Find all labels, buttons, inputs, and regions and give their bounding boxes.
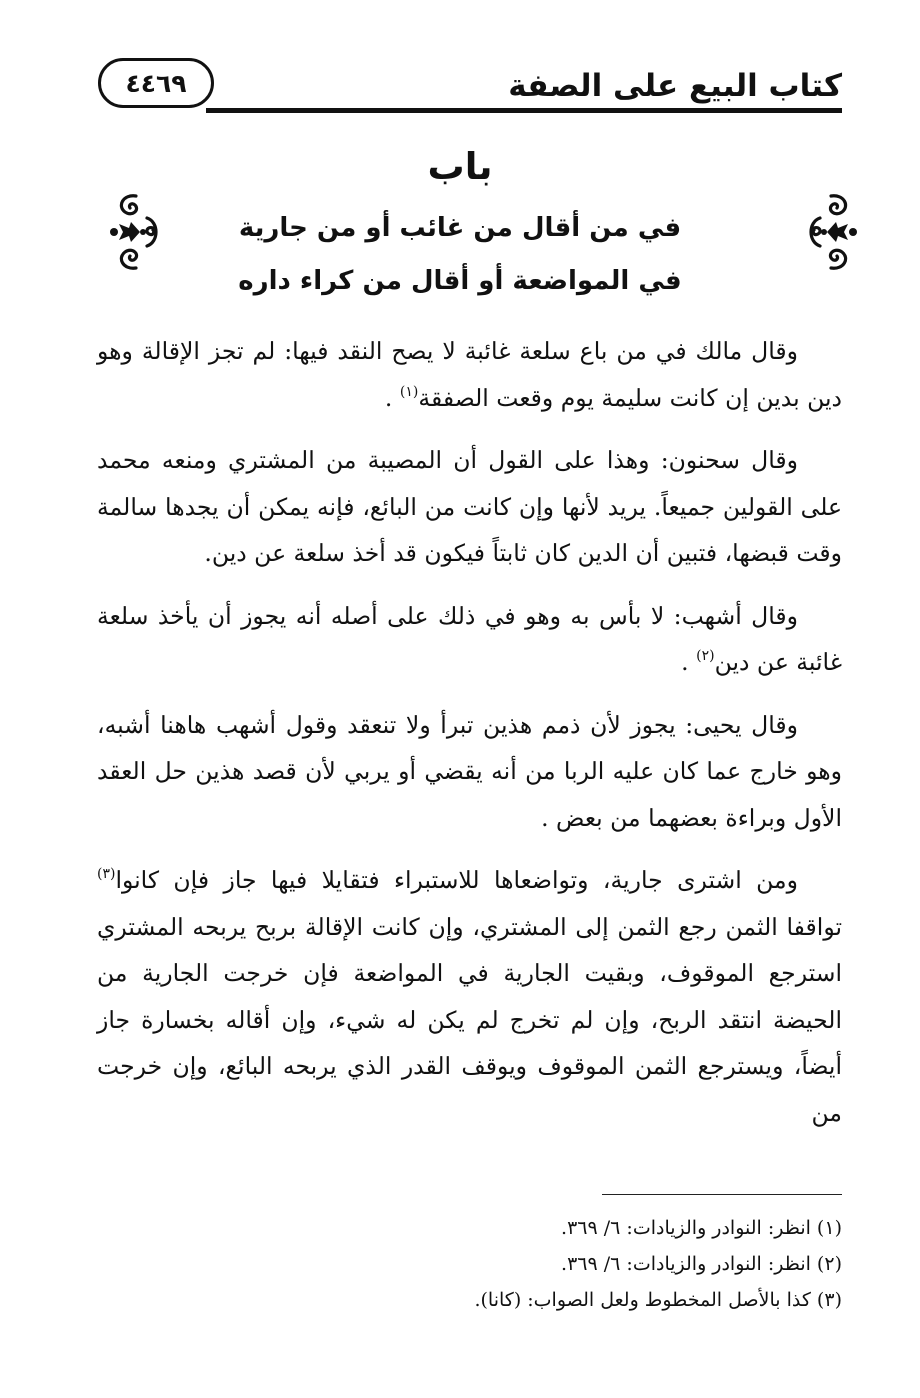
floral-ornament-icon (105, 188, 167, 276)
footnote-ref: (٢) (696, 648, 715, 664)
chapter-title-line-1: في من أقال من غائب أو من جارية (238, 213, 682, 243)
floral-ornament-icon (800, 188, 862, 276)
page-number: ٤٤٦٩ (98, 58, 214, 108)
paragraph: وقال يحيى: يجوز لأن ذمم هذين تبرأ ولا تنعقد وقول أشهب هاهنا أشبه، وهو خارج عما كان عليه الربا من أنه يقضي أو يربي لأن قصد هذين حل العقد الأول وبراءة بعضهما من بعض . (97, 710, 842, 832)
footnotes (97, 1210, 842, 1318)
chapter-title-line-2: في المواضعة أو أقال من كراء داره (238, 266, 682, 296)
paragraph: وقال أشهب: لا بأس به وهو في ذلك على أصله أنه يجوز أن يأخذ سلعة غائبة عن دين$^{(٢)}$ . (97, 601, 842, 676)
paragraph: وقال سحنون: وهذا على القول أن المصيبة من المشتري ومنعه محمد على القولين جميعاً. يريد لأنها وإن كانت من البائع، فإنه يمكن أن يجدها سالمة وقت قبضها، فتبين أن الدين كان ثابتاً فيكون قد أخذ سلعة عن دين. (97, 446, 842, 567)
paragraph: وقال مالك في من باع سلعة غائبة لا يصح النقد فيها: لم تجز الإقالة وهو دين بدين إن كانت سليمة يوم وقعت الصفقة$^{(١)}$ . (97, 337, 842, 412)
body-text (97, 328, 842, 1136)
footnote: (١) انظر: النوادر والزيادات: ٦/ ٣٦٩. (561, 1217, 842, 1239)
footnote-ref: (٣) (97, 866, 116, 882)
chapter-label: باب (427, 145, 493, 188)
header-rule (206, 108, 842, 113)
running-title: كتاب البيع على الصفة (508, 68, 842, 104)
footnote: (٢) انظر: النوادر والزيادات: ٦/ ٣٦٩. (561, 1253, 842, 1275)
footnote: (٣) كذا بالأصل المخطوط ولعل الصواب: (كانا). (474, 1289, 842, 1311)
paragraph: ومن اشترى جارية، وتواضعاها للاستبراء فتقايلا فيها جاز فإن كانوا$^{(٣)}$ تواقفا الثمن رجع الثمن إلى المشتري، وإن كانت الإقالة بربح يربحه المشتري استرجع الموقوف، وبقيت الجارية في المواضعة فإن خرجت الجارية من الحيضة انتقد الربح، وإن لم تخرج لم يكن له شيء، وإن أقاله بخسارة جاز أيضاً، ويسترجع الثمن الموقوف ويوقف القدر الذي يربحه البائع، وإن خرجت من (97, 866, 842, 1127)
footnote-rule (602, 1194, 842, 1195)
footnote-ref: (١) (399, 383, 419, 400)
